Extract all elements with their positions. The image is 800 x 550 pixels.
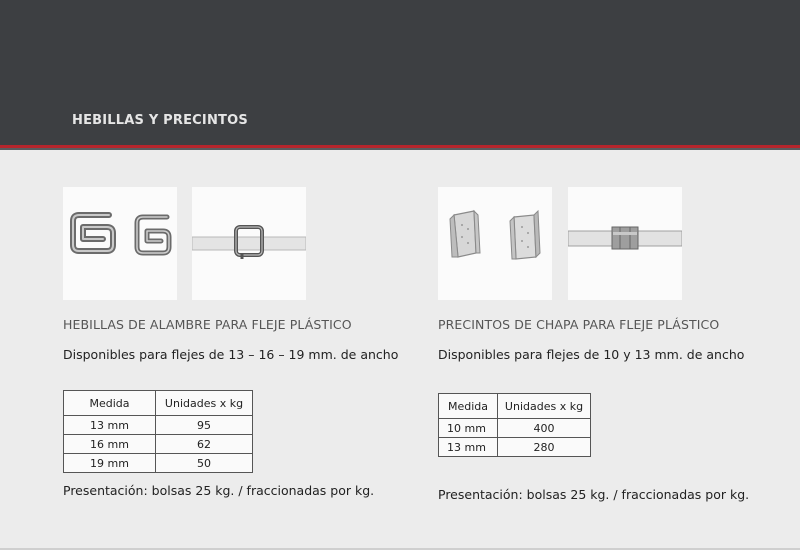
table-header-row: [439, 394, 591, 419]
cell-medida: 16 mm: [64, 435, 156, 454]
sheet-metal-seals-photo: [438, 187, 552, 300]
wire-buckles-photo: [63, 187, 177, 300]
metal-seals-description: Disponibles para flejes de 10 y 13 mm. de ancho: [438, 347, 745, 362]
table-header-row: [64, 391, 253, 416]
cell-unidades: 280: [498, 438, 591, 457]
cell-unidades: 95: [156, 416, 253, 435]
wire-buckles-presentation: Presentación: bolsas 25 kg. / fraccionadas por kg.: [63, 483, 375, 498]
page-title: HEBILLAS Y PRECINTOS: [72, 113, 248, 128]
table-row: [439, 419, 591, 438]
cell-unidades: 50: [156, 454, 253, 473]
table-row: [64, 454, 253, 473]
wire-buckles-description: Disponibles para flejes de 13 – 16 – 19 mm. de ancho: [63, 347, 399, 362]
metal-seals-heading: PRECINTOS DE CHAPA PARA FLEJE PLÁSTICO: [438, 317, 720, 332]
column-header-unidades: Unidades x kg: [156, 391, 253, 416]
cell-medida: 10 mm: [439, 419, 498, 438]
column-header-medida: Medida: [439, 394, 498, 419]
header-divider: [0, 148, 800, 150]
cell-unidades: 62: [156, 435, 253, 454]
table-row: [64, 416, 253, 435]
cell-medida: 13 mm: [64, 416, 156, 435]
cell-medida: 19 mm: [64, 454, 156, 473]
table-row: [439, 438, 591, 457]
column-header-medida: Medida: [64, 391, 156, 416]
cell-unidades: 400: [498, 419, 591, 438]
seal-on-strap-photo: [568, 187, 682, 300]
metal-seals-table: [438, 393, 591, 457]
wire-buckles-table: [63, 390, 253, 473]
cell-medida: 13 mm: [439, 438, 498, 457]
wire-buckle-on-strap-photo: [192, 187, 306, 300]
column-header-unidades: Unidades x kg: [498, 394, 591, 419]
wire-buckles-heading: HEBILLAS DE ALAMBRE PARA FLEJE PLÁSTICO: [63, 317, 352, 332]
metal-seals-presentation: Presentación: bolsas 25 kg. / fraccionadas por kg.: [438, 487, 750, 502]
table-row: [64, 435, 253, 454]
